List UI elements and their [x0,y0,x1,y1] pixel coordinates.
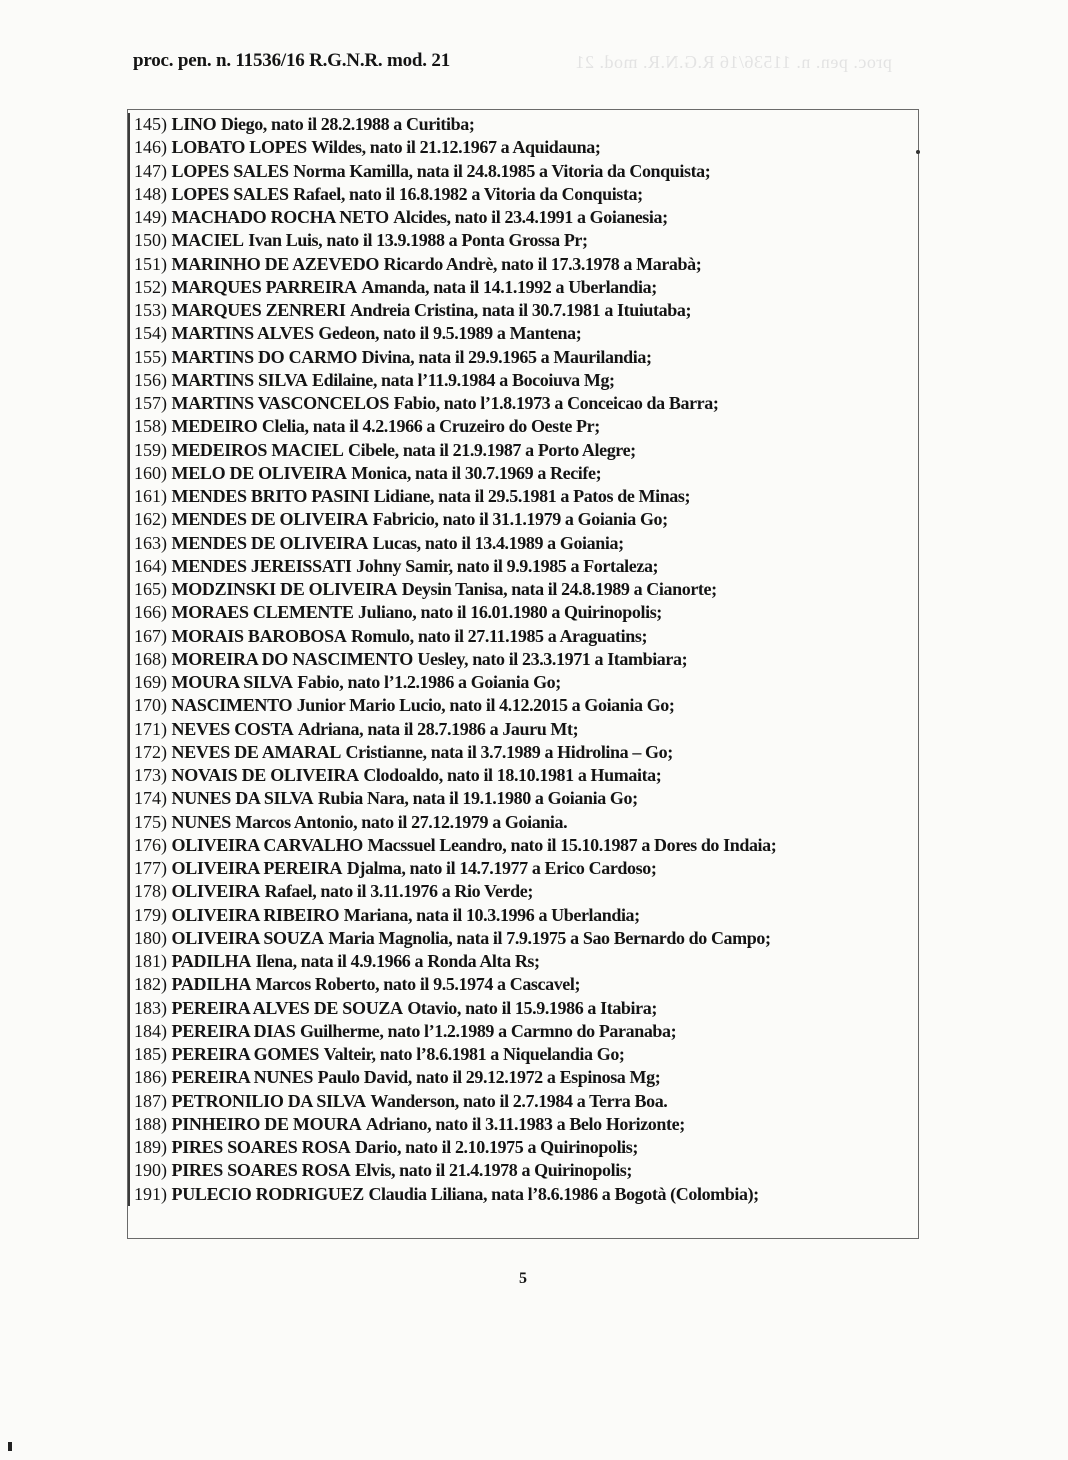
entry-details: Fabio, nato l’1.2.1986 a Goiania Go; [297,672,561,692]
scan-mark [8,1442,12,1451]
entry-surname: LOPES SALES [171,160,289,181]
list-item [128,276,776,299]
entry-surname: MENDES DE OLIVEIRA [171,532,369,553]
page-number: 5 [519,1270,527,1287]
list-item [128,1090,776,1113]
entry-number: 191) [134,1183,167,1204]
entry-details: Clelia, nata il 4.2.1966 a Cruzeiro do Oeste Pr; [261,416,600,437]
entry-surname: PETRONILIO DA SILVA [171,1090,366,1111]
entry-surname: OLIVEIRA RIBEIRO [171,904,340,925]
list-item [128,183,776,206]
list-item [128,811,776,834]
entry-surname: NUNES [171,811,232,832]
entry-surname: OLIVEIRA PEREIRA [171,858,343,878]
entry-details: Uesley, nato il 23.3.1971 a Itambiara; [417,648,688,669]
entry-surname: MARINHO DE AZEVEDO [171,253,380,274]
entry-number: 171) [134,718,167,739]
entry-surname: MENDES BRITO PASINI [171,486,370,506]
entry-number: 151) [134,253,167,274]
entry-number: 157) [134,393,167,413]
list-item [128,904,776,927]
entry-surname: PEREIRA NUNES [171,1067,314,1088]
entry-surname: LINO [171,114,217,134]
list-item [128,253,776,276]
entry-number: 165) [134,579,167,599]
show-through-header: proc. pen. n. 11536/16 R.G.N.R. mod. 21 [575,52,892,72]
entry-number: 188) [134,1113,167,1134]
entry-number: 155) [134,346,167,367]
entry-number: 186) [134,1067,167,1088]
entry-number: 180) [134,927,167,948]
entry-surname: PIRES SOARES ROSA [171,1137,351,1157]
entry-number: 181) [134,951,167,971]
entry-surname: OLIVEIRA [171,881,261,902]
entry-number: 149) [134,207,167,227]
entry-details: Mariana, nata il 10.3.1996 a Uberlandia; [343,904,640,925]
entry-details: Juliano, nato il 16.01.1980 a Quirinopolis; [358,602,662,623]
entry-details: Cristianne, nata il 3.7.1989 a Hidrolina – Go; [345,741,673,762]
list-item [128,346,776,369]
entry-details: Maria Magnolia, nata il 7.9.1975 a Sao Bernardo do Campo; [328,927,771,948]
entry-surname: MEDEIRO [171,416,258,437]
entry-number: 169) [134,672,167,692]
entry-surname: NEVES COSTA [171,718,294,739]
list-item [128,113,776,136]
entry-number: 177) [134,858,167,878]
entry-details: Romulo, nato il 27.11.1985 a Araguatins; [351,625,648,646]
entry-surname: MACHADO ROCHA NETO [171,207,389,227]
entry-details: Diego, nato il 28.2.1988 a Curitiba; [220,114,475,134]
entry-surname: NEVES DE AMARAL [171,741,342,762]
entry-details: Valteir, nato l’8.6.1981 a Niquelandia Go; [323,1044,625,1064]
entry-details: Adriana, nata il 28.7.1986 a Jauru Mt; [297,718,579,739]
list-item [128,160,776,183]
list-item [128,1159,776,1182]
entry-number: 182) [134,974,167,995]
entry-details: Lidiane, nata il 29.5.1981 a Patos de Minas; [373,486,691,506]
entry-surname: NOVAIS DE OLIVEIRA [171,765,359,785]
entry-details: Gedeon, nato il 9.5.1989 a Mantena; [318,323,582,344]
list-item [128,834,776,857]
list-item [128,462,776,485]
entry-surname: PADILHA [171,951,252,971]
entry-details: Fabio, nato l’1.8.1973 a Conceicao da Barra; [393,393,719,413]
entry-number: 150) [134,230,167,251]
defendants-list-box [127,109,919,1239]
entry-surname: MORAIS BAROBOSA [171,625,347,646]
entry-surname: MARTINS DO CARMO [171,346,358,367]
entry-surname: MORAES CLEMENTE [171,602,354,623]
entry-number: 187) [134,1090,167,1111]
entry-details: Rafael, nato il 16.8.1982 a Vitoria da Conquista; [293,183,643,204]
entry-number: 161) [134,486,167,506]
entry-surname: MACIEL [171,230,244,251]
list-item [128,532,776,555]
entry-number: 170) [134,695,167,716]
entry-surname: MENDES DE OLIVEIRA [171,509,369,530]
entry-surname: MOREIRA DO NASCIMENTO [171,648,413,669]
list-item [128,997,776,1020]
entry-details: Lucas, nato il 13.4.1989 a Goiania; [372,532,624,553]
entry-surname: MELO DE OLIVEIRA [171,462,347,483]
entry-details: Dario, nato il 2.10.1975 a Quirinopolis; [354,1137,638,1157]
entry-number: 159) [134,439,167,460]
list-item [128,555,776,578]
list-item [128,787,776,810]
entry-surname: MEDEIROS MACIEL [171,439,344,460]
entry-details: Ilena, nata il 4.9.1966 a Ronda Alta Rs; [255,951,540,971]
list-item [128,694,776,717]
entry-details: Divina, nata il 29.9.1965 a Maurilandia; [361,346,652,367]
entry-surname: LOBATO LOPES [171,137,307,158]
entry-details: Cibele, nata il 21.9.1987 a Porto Alegre; [348,439,636,460]
list-item [128,1020,776,1043]
entry-surname: OLIVEIRA CARVALHO [171,834,363,855]
list-item [128,1183,776,1206]
list-item [128,299,776,322]
entry-details: Rubia Nara, nata il 19.1.1980 a Goiania Go; [317,788,638,809]
entry-details: Johny Samir, nato il 9.9.1985 a Fortaleza; [356,555,659,576]
entry-number: 163) [134,532,167,553]
list-item [128,671,776,694]
entry-details: Deysin Tanisa, nata il 24.8.1989 a Cianorte; [401,579,717,599]
list-item [128,601,776,624]
list-item [128,415,776,438]
entry-number: 148) [134,183,167,204]
entry-surname: LOPES SALES [171,183,289,204]
list-item [128,718,776,741]
entry-details: Ricardo Andrè, nato il 17.3.1978 a Marabà; [383,253,702,274]
entry-number: 162) [134,509,167,530]
entry-details: Otavio, nato il 15.9.1986 a Itabira; [407,997,657,1018]
entry-surname: MODZINSKI DE OLIVEIRA [171,579,398,599]
entry-surname: NUNES DA SILVA [171,788,314,809]
entry-number: 167) [134,625,167,646]
list-item [128,439,776,462]
entry-details: Junior Mario Lucio, nato il 4.12.2015 a Goiania Go; [296,695,675,716]
entry-surname: NASCIMENTO [171,695,293,716]
entry-number: 168) [134,648,167,669]
entry-number: 153) [134,300,167,320]
entry-surname: MARTINS SILVA [171,369,308,390]
list-item [128,764,776,787]
entry-surname: MENDES JEREISSATI [171,555,352,576]
entry-details: Macssuel Leandro, nato il 15.10.1987 a Dores do Indaia; [367,834,777,855]
entry-details: Marcos Roberto, nato il 9.5.1974 a Cascavel; [255,974,581,995]
entry-details: Adriano, nato il 3.11.1983 a Belo Horizonte; [365,1113,685,1134]
list-item [128,1136,776,1159]
list-item [128,369,776,392]
list-item [128,648,776,671]
entry-number: 175) [134,811,167,832]
entry-details: Claudia Liliana, nata l’8.6.1986 a Bogotà (Colombia); [368,1183,759,1204]
list-item [128,229,776,252]
list-item [128,741,776,764]
list-item [128,322,776,345]
entry-number: 147) [134,160,167,181]
entry-number: 160) [134,462,167,483]
entry-surname: MARTINS VASCONCELOS [171,393,390,413]
list-item [128,1066,776,1089]
entry-number: 146) [134,137,167,158]
entry-details: Alcides, nato il 23.4.1991 a Goianesia; [393,207,668,227]
list-item [128,625,776,648]
entry-details: Marcos Antonio, nato il 27.12.1979 a Goiania. [235,811,568,832]
entry-number: 189) [134,1137,167,1157]
entry-surname: PINHEIRO DE MOURA [171,1113,362,1134]
entry-number: 185) [134,1044,167,1064]
list-item [128,973,776,996]
entry-surname: PEREIRA DIAS [171,1020,296,1041]
entry-number: 145) [134,114,167,134]
entry-details: Clodoaldo, nato il 18.10.1981 a Humaita; [363,765,662,785]
entry-surname: PIRES SOARES ROSA [171,1160,351,1181]
entry-surname: MARQUES ZENRERI [171,300,346,320]
entry-number: 174) [134,788,167,809]
list-item [128,136,776,159]
entry-number: 173) [134,765,167,785]
document-header: proc. pen. n. 11536/16 R.G.N.R. mod. 21 [133,50,450,71]
entry-surname: PEREIRA ALVES DE SOUZA [171,997,403,1018]
entry-number: 158) [134,416,167,437]
entry-surname: OLIVEIRA SOUZA [171,927,324,948]
entry-number: 166) [134,602,167,623]
list-item [128,392,776,415]
entry-surname: PADILHA [171,974,252,995]
entry-details: Elvis, nato il 21.4.1978 a Quirinopolis; [354,1160,632,1181]
entry-surname: PEREIRA GOMES [171,1044,320,1064]
entry-surname: MARQUES PARREIRA [171,276,357,297]
entry-details: Edilaine, nata l’11.9.1984 a Bocoiuva Mg; [312,369,615,390]
list-item [128,927,776,950]
list-item [128,857,776,880]
entry-details: Monica, nata il 30.7.1969 a Recife; [351,462,602,483]
list-item [128,206,776,229]
entry-number: 176) [134,834,167,855]
entry-surname: MARTINS ALVES [171,323,314,344]
entry-number: 184) [134,1020,167,1041]
list-item [128,508,776,531]
entry-number: 172) [134,741,167,762]
entry-details: Andreia Cristina, nata il 30.7.1981 a Ituiutaba; [350,300,692,320]
entry-number: 183) [134,997,167,1018]
entry-details: Djalma, nato il 14.7.1977 a Erico Cardoso; [346,858,657,878]
entry-number: 179) [134,904,167,925]
entry-surname: MOURA SILVA [171,672,293,692]
list-item [128,1113,776,1136]
ink-dot [916,150,920,154]
entry-surname: PULECIO RODRIGUEZ [171,1183,364,1204]
list-item [128,578,776,601]
entry-number: 178) [134,881,167,902]
entry-details: Fabricio, nato il 31.1.1979 a Goiania Go; [372,509,668,530]
defendants-list [128,113,776,1206]
list-item [128,880,776,903]
entry-details: Wanderson, nato il 2.7.1984 a Terra Boa. [370,1090,668,1111]
list-item [128,485,776,508]
entry-details: Norma Kamilla, nata il 24.8.1985 a Vitoria da Conquista; [293,160,711,181]
entry-number: 190) [134,1160,167,1181]
entry-details: Paulo David, nato il 29.12.1972 a Espinosa Mg; [317,1067,661,1088]
list-item [128,950,776,973]
entry-details: Guilherme, nato l’1.2.1989 a Carmno do Paranaba; [299,1020,677,1041]
entry-number: 164) [134,555,167,576]
entry-details: Wildes, nato il 21.12.1967 a Aquidauna; [311,137,601,158]
entry-details: Rafael, nato il 3.11.1976 a Rio Verde; [264,881,533,902]
entry-number: 154) [134,323,167,344]
entry-number: 152) [134,276,167,297]
entry-details: Ivan Luis, nato il 13.9.1988 a Ponta Grossa Pr; [248,230,588,251]
list-item [128,1043,776,1066]
entry-number: 156) [134,369,167,390]
entry-details: Amanda, nata il 14.1.1992 a Uberlandia; [361,276,657,297]
